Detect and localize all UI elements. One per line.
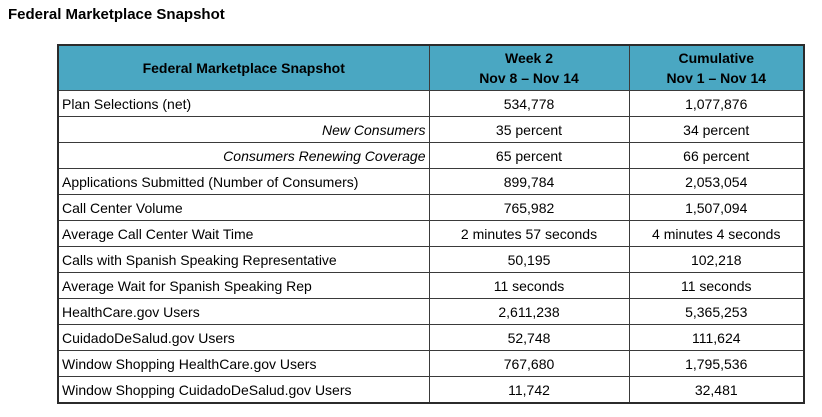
table-row bbox=[58, 143, 804, 169]
page-title: Federal Marketplace Snapshot bbox=[8, 6, 225, 23]
cumulative-value-cell: 11 seconds bbox=[629, 273, 804, 299]
week2-value-cell: 52,748 bbox=[429, 325, 629, 351]
table-row bbox=[58, 273, 804, 299]
table-row bbox=[58, 351, 804, 377]
week2-value-cell: 534,778 bbox=[429, 91, 629, 117]
table-row bbox=[58, 117, 804, 143]
week2-value-cell: 2,611,238 bbox=[429, 299, 629, 325]
header-week2-title: Week 2 bbox=[505, 50, 553, 66]
row-label-cell: Average Wait for Spanish Speaking Rep bbox=[58, 273, 429, 299]
row-label-cell: New Consumers bbox=[58, 117, 429, 143]
week2-value-cell: 899,784 bbox=[429, 169, 629, 195]
header-week2-daterange: Nov 8 – Nov 14 bbox=[479, 70, 579, 86]
cumulative-value-cell: 32,481 bbox=[629, 377, 804, 404]
cumulative-value-cell: 2,053,054 bbox=[629, 169, 804, 195]
week2-value-cell: 11 seconds bbox=[429, 273, 629, 299]
table-row bbox=[58, 325, 804, 351]
cumulative-value-cell: 102,218 bbox=[629, 247, 804, 273]
row-label-cell: CuidadoDeSalud.gov Users bbox=[58, 325, 429, 351]
week2-value-cell: 50,195 bbox=[429, 247, 629, 273]
cumulative-value-cell: 4 minutes 4 seconds bbox=[629, 221, 804, 247]
cumulative-value-cell: 5,365,253 bbox=[629, 299, 804, 325]
cumulative-value-cell: 66 percent bbox=[629, 143, 804, 169]
row-label-cell: Call Center Volume bbox=[58, 195, 429, 221]
table-row bbox=[58, 91, 804, 117]
cumulative-value-cell: 1,077,876 bbox=[629, 91, 804, 117]
row-label-cell: Window Shopping HealthCare.gov Users bbox=[58, 351, 429, 377]
table-row bbox=[58, 299, 804, 325]
table-body bbox=[58, 91, 804, 404]
header-label-text: Federal Marketplace Snapshot bbox=[142, 60, 345, 76]
cumulative-value-cell: 34 percent bbox=[629, 117, 804, 143]
table-row bbox=[58, 247, 804, 273]
row-label-cell: Window Shopping CuidadoDeSalud.gov Users bbox=[58, 377, 429, 404]
header-cumulative-title: Cumulative bbox=[678, 50, 754, 66]
week2-value-cell: 11,742 bbox=[429, 377, 629, 404]
week2-value-cell: 65 percent bbox=[429, 143, 629, 169]
row-label-cell: Applications Submitted (Number of Consumers) bbox=[58, 169, 429, 195]
cumulative-value-cell: 111,624 bbox=[629, 325, 804, 351]
header-cumulative-cell bbox=[629, 45, 804, 91]
header-label-cell bbox=[58, 45, 429, 91]
row-label-cell: Average Call Center Wait Time bbox=[58, 221, 429, 247]
week2-value-cell: 765,982 bbox=[429, 195, 629, 221]
week2-value-cell: 767,680 bbox=[429, 351, 629, 377]
table-row bbox=[58, 221, 804, 247]
cumulative-value-cell: 1,795,536 bbox=[629, 351, 804, 377]
row-label-cell: Plan Selections (net) bbox=[58, 91, 429, 117]
cumulative-value-cell: 1,507,094 bbox=[629, 195, 804, 221]
header-cumulative-daterange: Nov 1 – Nov 14 bbox=[666, 70, 767, 86]
table-row bbox=[58, 377, 804, 404]
row-label-cell: Consumers Renewing Coverage bbox=[58, 143, 429, 169]
week2-value-cell: 35 percent bbox=[429, 117, 629, 143]
week2-value-cell: 2 minutes 57 seconds bbox=[429, 221, 629, 247]
row-label-cell: HealthCare.gov Users bbox=[58, 299, 429, 325]
header-week2-cell bbox=[429, 45, 629, 91]
table-row bbox=[58, 195, 804, 221]
row-label-cell: Calls with Spanish Speaking Representative bbox=[58, 247, 429, 273]
snapshot-table bbox=[57, 44, 805, 404]
table-header-row bbox=[58, 45, 804, 91]
table-row bbox=[58, 169, 804, 195]
